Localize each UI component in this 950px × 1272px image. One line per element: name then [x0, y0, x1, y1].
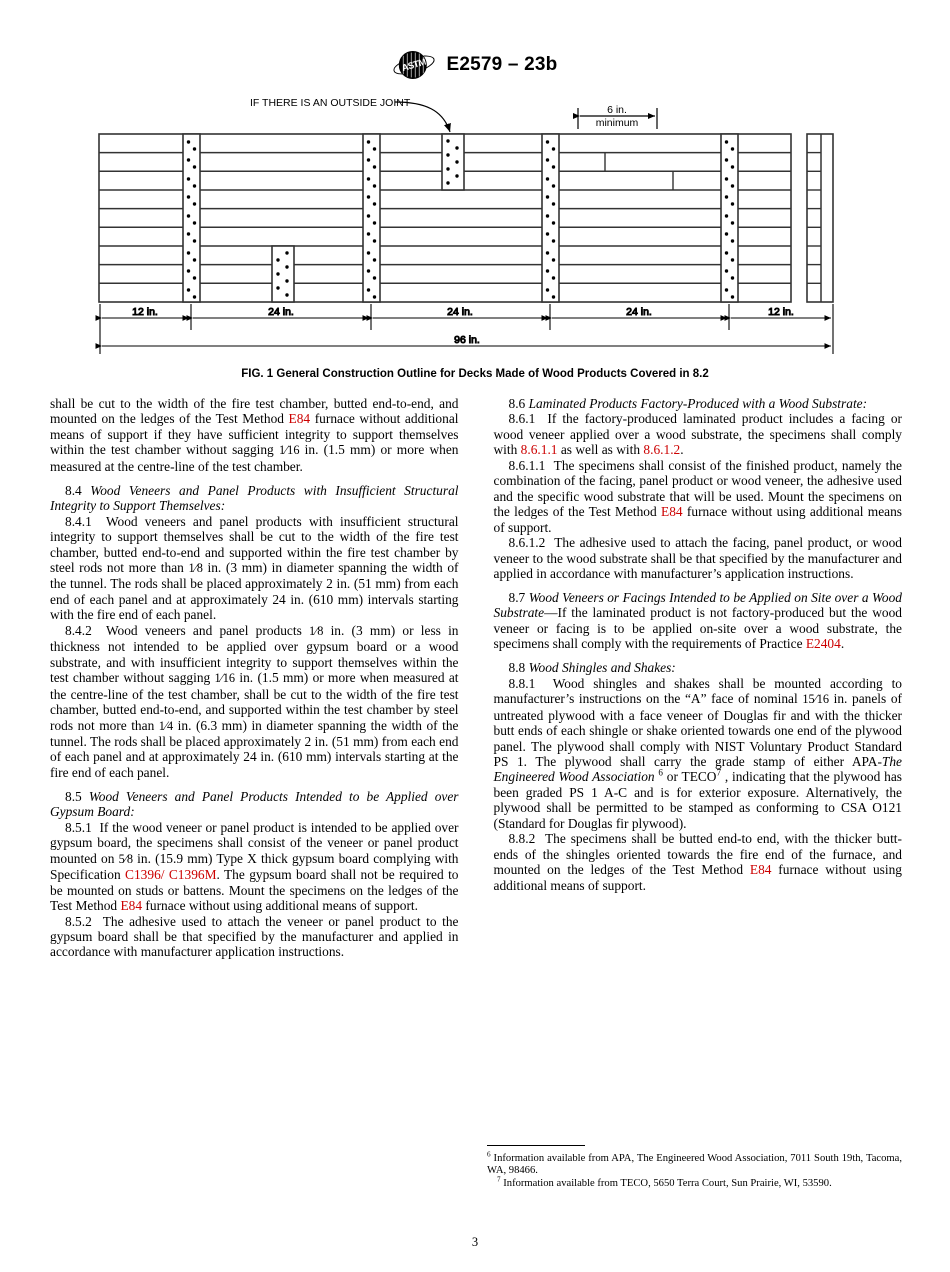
- paragraph-continuation: shall be cut to the width of the fire test chamber, butted end-to-end, and mounted on the ledges of the Test Method E84 furnace without additional means of support if they have sufficient integrity to support themselves within the test chamber without sagging 1⁄16 in. (1.5 mm) or more when measured at the centre-line of the test chamber.: [50, 396, 459, 474]
- inner-joint-plate: [272, 246, 294, 302]
- ref-e2404[interactable]: E2404: [805, 636, 841, 652]
- footnote-7: $^7$ Information available from TECO, 5650 Terra Court, Sun Prairie, WI, 53590.: [497, 1175, 832, 1189]
- svg-text:minimum: minimum: [595, 117, 639, 129]
- paragraph-8-5-2: 8.5.2 The adhesive used to attach the veneer or panel product to the gypsum board shall be that specified by the manufacturer and applied in accordance with manufacturer application instructions.: [50, 913, 459, 960]
- ref-e84[interactable]: E84: [288, 411, 311, 427]
- six-inch-minimum-dimension: [578, 104, 657, 129]
- body-columns: [50, 396, 902, 1236]
- dim-label-2: 24 in.: [268, 306, 294, 318]
- paragraph-8-8-2: 8.8.2 The specimens shall be butted end-to end, with the thicker butt-ends of the shingles oriented towards the fire end of the furnace, and mounted on the ledges of the Test Method E84 furnace without using additional means of support.: [493, 831, 902, 893]
- paragraph-8-5-1: 8.5.1 If the wood veneer or panel product is intended to be applied over gypsum board, the specimens shall consist of the veneer or panel product mounted on 5⁄8 in. (15.9 mm) Type X thick gypsum board complying with Specification C1396/ C1396M. The gypsum board shall not be required to be mounted on studs or battens. Mount the specimens on the ledges of the Test Method E84 furnace without using additional means of support.: [50, 819, 459, 914]
- dim-label-1: 12 in.: [132, 306, 158, 318]
- end-strip: [807, 134, 833, 302]
- dim-label-total: 96 in.: [454, 334, 480, 346]
- paragraph-8-8-1: 8.8.1 Wood shingles and shakes shall be mounted according to manufacturer’s instructions on the “A” face of nominal 15⁄16 in. panels of untreated plywood with a face veneer of Douglas fir and with the thicker butt ends of each shingle or shake oriented towards one end of the plywood panel. The plywood shall comply with NIST Voluntary Product Standard PS 1. The plywood shall carry the grade stamp of either APA-The Engineered Wood Association $^6$ or TECO$^7$ , indicating that the plywood has been graded PS 1 A-C and is for exterior exposure. Alternatively, the plywood shall be permitted to be stamped as conforming to CSA O121 (Standard for Douglas fir plywood).: [493, 675, 902, 831]
- deck-construction-diagram: [95, 92, 855, 364]
- footnote-rule: [487, 1145, 585, 1146]
- heading-8-6: 8.6 Laminated Products Factory-Produced with a Wood Substrate:: [508, 396, 868, 411]
- standard-designation: E2579 – 23b: [446, 54, 558, 75]
- joint-stud-3: [542, 134, 559, 302]
- ref-8-6-1-2[interactable]: 8.6.1.2: [643, 442, 681, 458]
- joint-stud-1: [183, 134, 200, 302]
- footnote-6: $^6$ Information available from APA, The Engineered Wood Association, 7011 South 19th, Tacoma, WA, 98466.: [487, 1150, 902, 1177]
- svg-text:ASTM: ASTM: [401, 56, 428, 74]
- paragraph-8-4-2: 8.4.2 Wood veneers and panel products 1⁄8 in. (3 mm) or less in thickness not intended to be applied over gypsum board or a wood substrate, and with insufficient integrity to support themselves within the test chamber without sagging 1⁄16 in. (1.5 mm) or more when measured at the centre-line of the test chamber, shall be cut to the width of the fire test chamber, butted end-to-end, and supported within the test chamber by steel rods not more than 1⁄4 in. (6.3 mm) in diameter spanning the width of the tunnel. The rods shall be placed approximately 2 in. (51 mm) from each end of each panel and at approximately 24 in. (610 mm) intervals starting at the fire end of each panel.: [50, 622, 459, 780]
- deck-panel-body: [99, 134, 833, 302]
- dim-label-5: 12 in.: [768, 306, 794, 318]
- heading-8-5: 8.5 Wood Veneers and Panel Products Intended to be Applied over Gypsum Board:: [50, 788, 459, 820]
- paragraph-8-6-1-1: 8.6.1.1 The specimens shall consist of the finished product, namely the combination of the facing, panel product or wood veneer, the adhesive used and the specific wood substrate that will be used. Mount the specimens on the ledges of the Test Method E84 furnace without using additional means of support.: [493, 457, 903, 535]
- paragraph-8-4-1: 8.4.1 Wood veneers and panel products with insufficient structural integrity to support themselves shall be cut to the width of the fire test chamber, butted end-to-end and supported within the fire test chamber by steel rods not more than 1⁄8 in. (3 mm) in diameter spanning the width of the tunnel. The rods shall be placed approximately 2 in. (51 mm) from each end of each panel and at approximately 24 in. (610 mm) intervals starting with the fire end of each panel.: [50, 513, 459, 623]
- footnote-marker-6[interactable]: 6: [658, 767, 663, 778]
- paragraph-8-6-1: 8.6.1 If the factory-produced laminated product includes a facing or wood veneer applied over a wood substrate, the specimens shall comply with 8.6.1.1 as well as with 8.6.1.2.: [493, 411, 902, 458]
- ref-e84[interactable]: E84: [120, 898, 143, 914]
- left-column: [50, 396, 459, 1236]
- ref-8-6-1-1[interactable]: 8.6.1.1: [520, 442, 558, 458]
- astm-logo: [392, 48, 436, 82]
- paragraph-8-6-1-2: 8.6.1.2 The adhesive used to attach the facing, panel product, or wood veneer to the wood substrate shall be that specified by the manufacturer and applied in accordance with manufacturer’s application instructions.: [493, 535, 902, 581]
- dim-label-3: 24 in.: [447, 306, 473, 318]
- heading-8-8: 8.8 Wood Shingles and Shakes:: [508, 660, 676, 676]
- outside-joint-plate: [442, 134, 464, 190]
- paragraph-8-7: 8.7 Wood Veneers or Facings Intended to be Applied on Site over a Wood Substrate—If the laminated product is not factory-produced but the wood veneer or facing is to be applied on-site over a wood substrate, the specimens shall comply with the requirements of Practice E2404.: [493, 589, 902, 652]
- outside-joint-label: IF THERE IS AN OUTSIDE JOINT: [250, 97, 411, 109]
- joint-stud-2: [363, 134, 380, 302]
- page-number: 3: [471, 1235, 479, 1249]
- ref-e84[interactable]: E84: [661, 504, 683, 520]
- dimension-lines: [100, 304, 833, 354]
- page-header: [0, 48, 950, 82]
- figure-caption: FIG. 1 General Construction Outline for Decks Made of Wood Products Covered in 8.2: [241, 368, 709, 380]
- dim-label-4: 24 in.: [626, 306, 652, 318]
- ref-c1396[interactable]: C1396/ C1396M: [125, 867, 217, 883]
- svg-text:6 in.: 6 in.: [607, 104, 627, 116]
- right-column: [494, 396, 903, 1236]
- figure-1: [0, 92, 950, 380]
- heading-8-4: 8.4 Wood Veneers and Panel Products with Insufficient Structural Integrity to Support Themselves:: [50, 482, 459, 514]
- footnote-marker-7[interactable]: 7: [716, 767, 722, 778]
- ref-e84[interactable]: E84: [749, 862, 772, 878]
- footnotes-section: [487, 1145, 902, 1190]
- joint-stud-4: [721, 134, 738, 302]
